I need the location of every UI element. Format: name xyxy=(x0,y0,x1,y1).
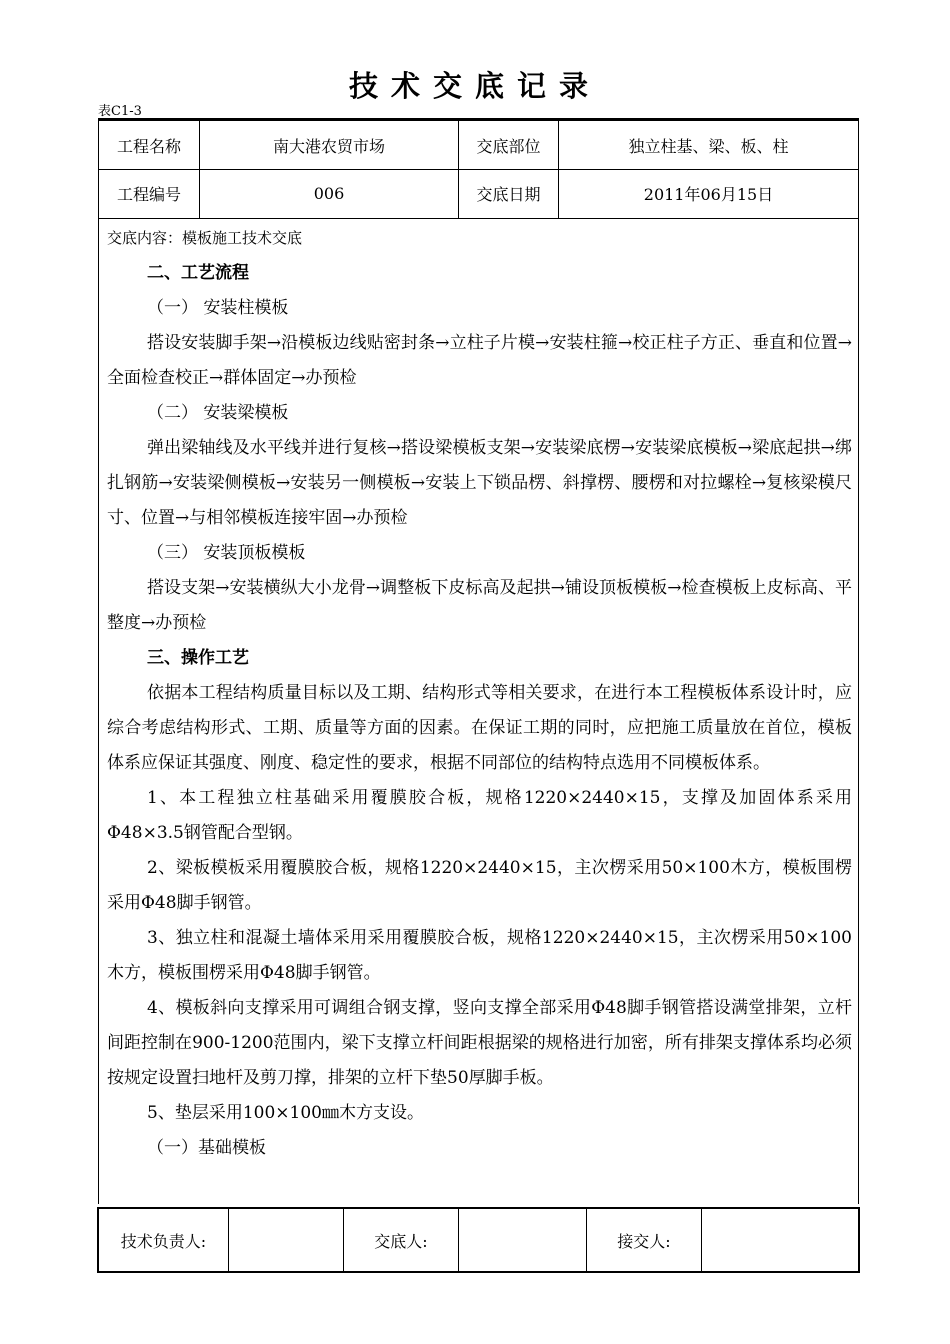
content-paragraph: 搭设支架→安装横纵大小龙骨→调整板下皮标高及起拱→铺设顶板模板→检查模板上皮标高、平整度→办预检 xyxy=(107,578,852,633)
content-paragraphs xyxy=(107,256,852,1166)
project-name-label: 工程名称 xyxy=(99,121,200,169)
project-name-value: 南大港农贸市场 xyxy=(200,121,459,169)
content-paragraph: 依据本工程结构质量目标以及工期、结构形式等相关要求，在进行本工程模板体系设计时，应综合考虑结构形式、工期、质量等方面的因素。在保证工期的同时，应把施工质量放在首位，模板体系应保证其强度、刚度、稳定性的要求，根据不同部位的结构特点选用不同模板体系。 xyxy=(107,683,852,773)
content-paragraph: 弹出梁轴线及水平线并进行复核→搭设梁模板支架→安装梁底楞→安装梁底模板→梁底起拱→绑扎钢筋→安装梁侧模板→安装另一侧模板→安装上下锁品楞、斜撑楞、腰楞和对拉螺栓→复核梁模尺寸、位置→与相邻模板连接牢固→办预检 xyxy=(107,438,852,528)
project-no-label: 工程编号 xyxy=(99,169,200,218)
section-heading: 三、操作工艺 xyxy=(147,648,249,668)
subsection-heading: （一） 安装柱模板 xyxy=(147,298,289,318)
document-title: 技术交底记录 xyxy=(348,69,601,103)
receiver-label: 接交人: xyxy=(587,1209,702,1271)
content-paragraph: 1、本工程独立柱基础采用覆膜胶合板，规格1220×2440×15，支撑及加固体系采用Φ48×3.5钢管配合型钢。 xyxy=(107,788,852,843)
disclosure-content xyxy=(107,227,852,1166)
content-paragraph: 5、垫层采用100×100㎜木方支设。 xyxy=(147,1103,424,1123)
signature-row xyxy=(97,1207,860,1273)
date-value: 2011年06月15日 xyxy=(643,185,774,204)
content-paragraph: 搭设安装脚手架→沿模板边线贴密封条→立柱子片模→安装柱箍→校正柱子方正、垂直和位置→全面检查校正→群体固定→办预检 xyxy=(107,333,852,388)
section-heading: 二、工艺流程 xyxy=(147,263,249,283)
location-value: 独立柱基、梁、板、柱 xyxy=(628,136,789,156)
subsection-heading: （一）基础模板 xyxy=(147,1138,266,1158)
date-label: 交底日期 xyxy=(459,169,559,218)
header-row-2 xyxy=(99,169,858,219)
content-paragraph: 2、梁板模板采用覆膜胶合板，规格1220×2440×15，主次楞采用50×100木方，模板围楞采用Φ48脚手钢管。 xyxy=(107,858,852,913)
content-intro: 交底内容：模板施工技术交底 xyxy=(107,229,303,247)
tech-lead-signature[interactable] xyxy=(229,1209,344,1271)
presenter-label: 交底人: xyxy=(344,1209,459,1271)
record-table xyxy=(98,118,859,1204)
form-code: 表C1-3 xyxy=(98,104,142,119)
receiver-signature[interactable] xyxy=(702,1209,858,1271)
presenter-signature[interactable] xyxy=(459,1209,587,1271)
header-row-1 xyxy=(99,121,858,170)
subsection-heading: （二） 安装梁模板 xyxy=(147,403,289,423)
location-label: 交底部位 xyxy=(459,121,559,169)
subsection-heading: （三） 安装顶板模板 xyxy=(147,543,306,563)
tech-lead-label: 技术负责人: xyxy=(99,1209,229,1271)
content-paragraph: 3、独立柱和混凝土墙体采用采用覆膜胶合板，规格1220×2440×15，主次楞采用50×100木方，模板围楞采用Φ48脚手钢管。 xyxy=(107,928,852,983)
content-paragraph: 4、模板斜向支撑采用可调组合钢支撑，竖向支撑全部采用Φ48脚手钢管搭设满堂排架，立杆间距控制在900-1200范围内，梁下支撑立杆间距根据梁的规格进行加密，所有排架支撑体系均必须按规定设置扫地杆及剪刀撑，排架的立杆下垫50厚脚手板。 xyxy=(107,998,852,1088)
project-no-value: 006 xyxy=(200,169,459,218)
